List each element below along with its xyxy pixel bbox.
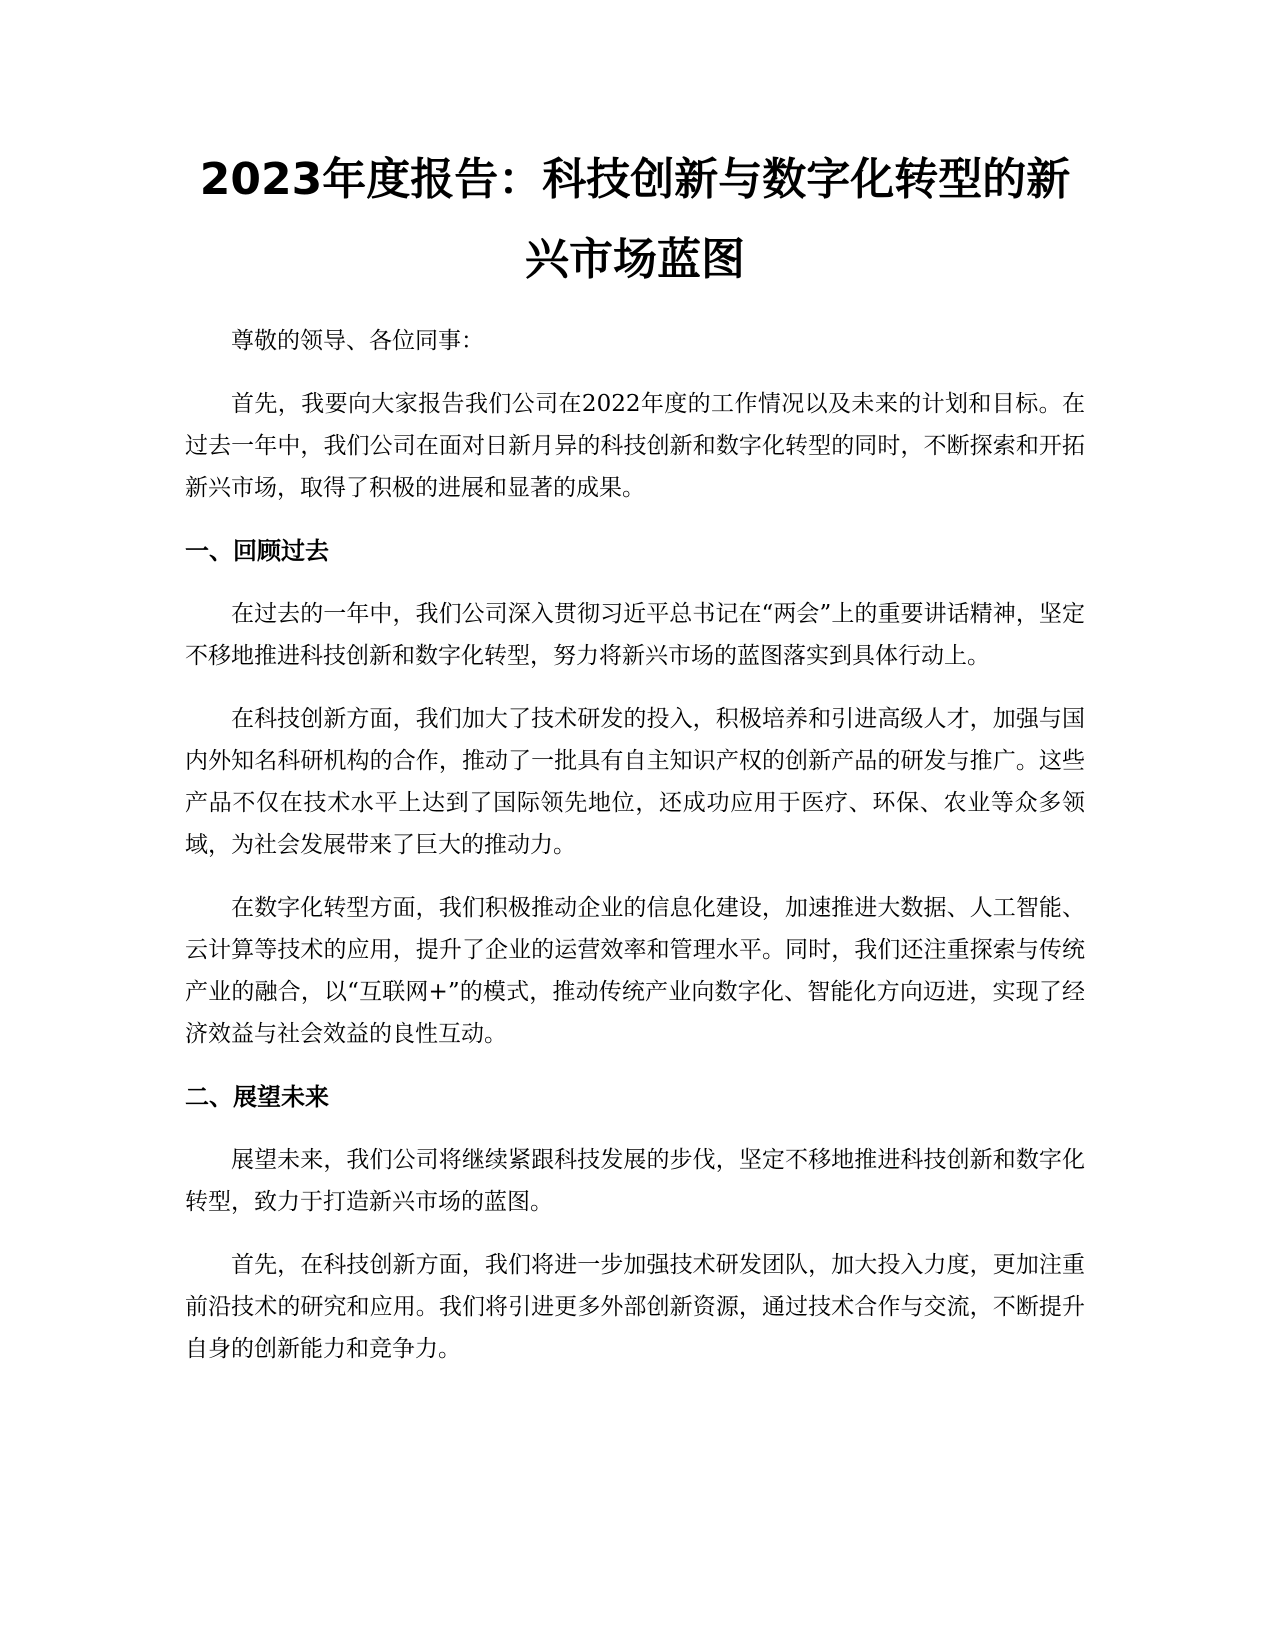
review-paragraph-1: 在过去的一年中，我们公司深入贯彻习近平总书记在“两会”上的重要讲话精神，坚定不移地推进科技创新和数字化转型，努力将新兴市场的蓝图落实到具体行动上。 bbox=[185, 601, 1085, 669]
document-body bbox=[185, 140, 1085, 1391]
intro-paragraph: 首先，我要向大家报告我们公司在2022年度的工作情况以及未来的计划和目标。在过去一年中，我们公司在面对日新月异的科技创新和数字化转型的同时，不断探索和开拓新兴市场，取得了积极的进展和显著的成果。 bbox=[185, 391, 1085, 501]
document-title: 2023年度报告：科技创新与数字化转型的新兴市场蓝图 bbox=[199, 154, 1071, 285]
section-heading-outlook: 二、展望未来 bbox=[185, 1083, 329, 1111]
review-paragraph-3: 在数字化转型方面，我们积极推动企业的信息化建设，加速推进大数据、人工智能、云计算等技术的应用，提升了企业的运营效率和管理水平。同时，我们还注重探索与传统产业的融合，以“互联网+”的模式，推动传统产业向数字化、智能化方向迈进，实现了经济效益与社会效益的良性互动。 bbox=[185, 895, 1085, 1047]
salutation: 尊敬的领导、各位同事： bbox=[231, 328, 484, 354]
review-paragraph-2: 在科技创新方面，我们加大了技术研发的投入，积极培养和引进高级人才，加强与国内外知名科研机构的合作，推动了一批具有自主知识产权的创新产品的研发与推广。这些产品不仅在技术水平上达到了国际领先地位，还成功应用于医疗、环保、农业等众多领域，为社会发展带来了巨大的推动力。 bbox=[185, 706, 1085, 858]
outlook-paragraph-1: 展望未来，我们公司将继续紧跟科技发展的步伐，坚定不移地推进科技创新和数字化转型，致力于打造新兴市场的蓝图。 bbox=[185, 1147, 1085, 1215]
section-heading-review: 一、回顾过去 bbox=[185, 537, 329, 565]
outlook-paragraph-2: 首先，在科技创新方面，我们将进一步加强技术研发团队，加大投入力度，更加注重前沿技术的研究和应用。我们将引进更多外部创新资源，通过技术合作与交流，不断提升自身的创新能力和竞争力。 bbox=[185, 1252, 1085, 1362]
